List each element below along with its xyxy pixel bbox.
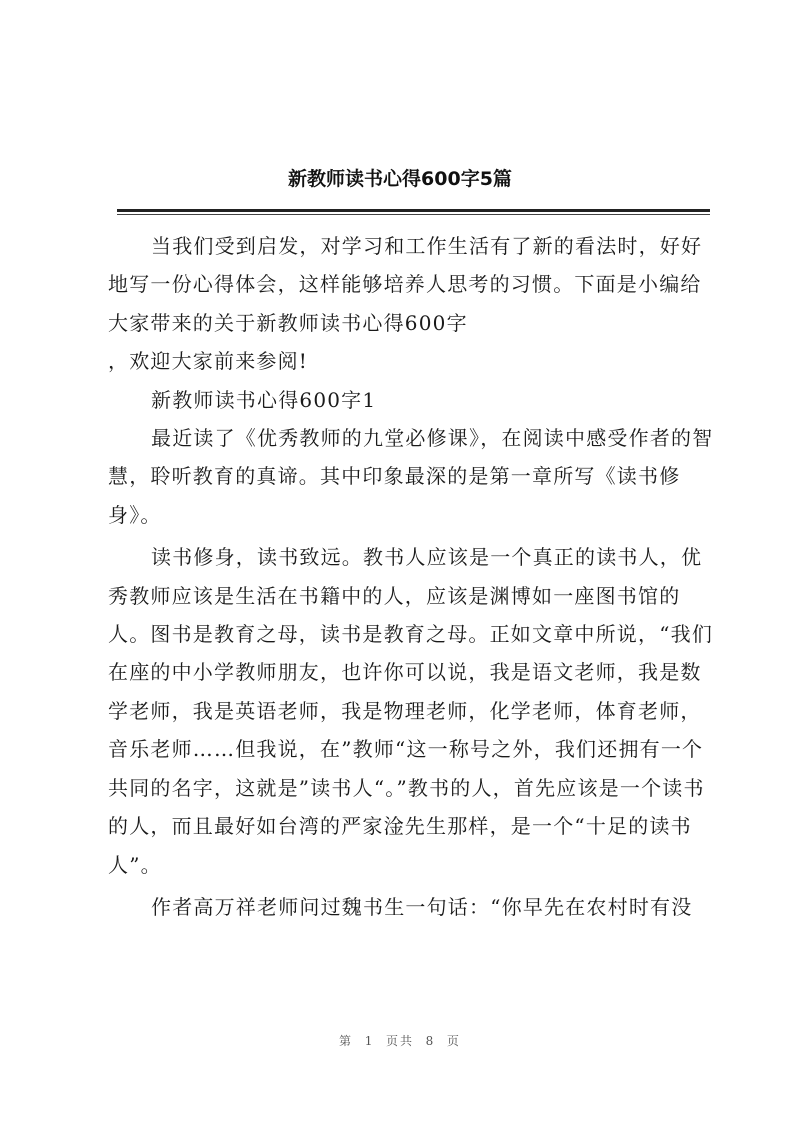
section-heading: 新教师读书心得600字1: [151, 387, 377, 412]
title-rule-thick: [117, 209, 710, 212]
footer-prefix: 第: [339, 1034, 354, 1048]
document-body: [108, 227, 718, 926]
document-title: 新教师读书心得600字5篇: [288, 168, 512, 190]
page-footer: [0, 1032, 800, 1049]
intro-paragraph: 当我们受到启发，对学习和工作生活有了新的看法时，好好地写一份心得体会，这样能够培养人思考的习惯。下面是小编给大家带来的关于新教师读书心得600字: [108, 234, 703, 335]
body-paragraph: 作者高万祥老师问过魏书生一句话：“你早先在农村时有没: [151, 894, 693, 919]
body-paragraph: 读书修身，读书致远。教书人应该是一个真正的读书人，优秀教师应该是生活在书籍中的人，应该是渊博如一座图书馆的人。图书是教育之母，读书是教育之母。正如文章中所说，“我们在座的中小学教师朋友，也许你可以说，我是语文老师，我是数学老师，我是英语老师，我是物理老师，化学老师，体育老师，音乐老师……但我说，在”教师“这一称号之外，我们还拥有一个共同的名字，这就是”读书人“。”教书的人，首先应该是一个读书的人，而且最好如台湾的严家淦先生那样，是一个“十足的读书人”。: [108, 545, 714, 877]
footer-middle: 页共: [385, 1034, 414, 1048]
footer-suffix: 页: [446, 1034, 461, 1048]
body-paragraph: 最近读了《优秀教师的九堂必修课》，在阅读中感受作者的智慧，聆听教育的真谛。其中印象最深的是第一章所写《读书修身》。: [108, 426, 714, 527]
intro-paragraph-continued: ，欢迎大家前来参阅!: [108, 349, 309, 374]
footer-page-number: 1: [364, 1034, 375, 1048]
title-rule-thin: [117, 214, 710, 215]
footer-total-pages: 8: [425, 1034, 436, 1048]
